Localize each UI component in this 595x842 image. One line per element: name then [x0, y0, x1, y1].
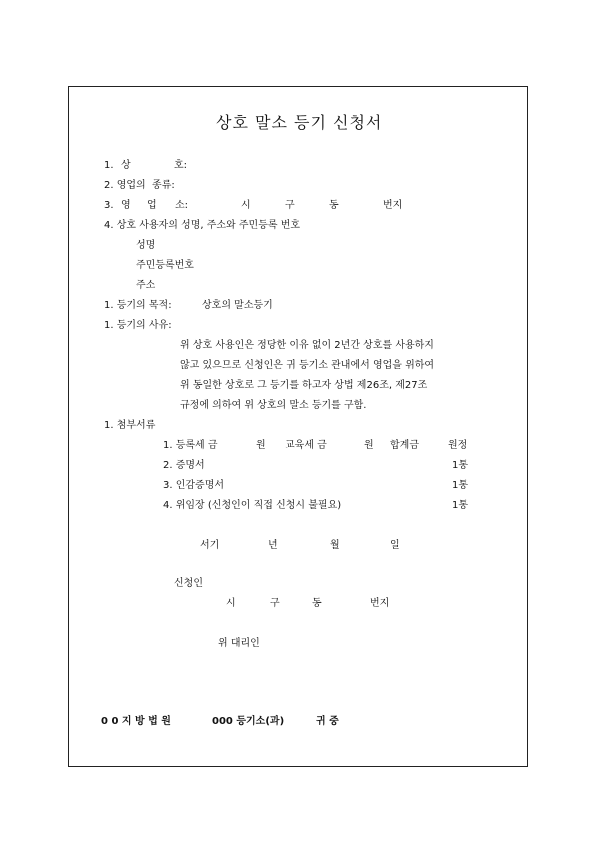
attachments-label: 1. 첨부서류: [104, 420, 156, 431]
field-label-3-a: 영: [121, 200, 131, 211]
applicant-dong: 동: [312, 598, 322, 609]
attachment-count: 1통: [452, 460, 469, 471]
footer-registry: 000 등기소(과): [212, 716, 285, 727]
sub-field-name: 성명: [136, 240, 156, 251]
field-label-3-b: 업: [147, 200, 157, 211]
date-year: 년: [268, 540, 278, 551]
date-era: 서기: [200, 540, 220, 551]
field-address-dong: 동: [329, 200, 339, 211]
reason-line: 규정에 의하여 위 상호의 말소 등기를 구함.: [180, 400, 367, 411]
attachment-count: 1통: [452, 500, 469, 511]
sub-field-address: 주소: [136, 280, 156, 291]
reason-line: 위 동일한 상호로 그 등기를 하고자 상법 제26조, 제27조: [180, 380, 428, 391]
applicant-si: 시: [226, 598, 236, 609]
fee-total: 합계금: [390, 440, 419, 451]
fee-unit-wonjeong: 원정: [448, 440, 468, 451]
field-label-2: 2. 영업의 종류:: [104, 180, 175, 191]
purpose-label: 1. 등기의 목적:: [104, 300, 172, 311]
sub-field-rrn: 주민등록번호: [136, 260, 194, 271]
fee-unit-won: 원: [256, 440, 266, 451]
field-address-bunji: 번지: [383, 200, 403, 211]
attachment-count: 1통: [452, 480, 469, 491]
attachment-item: 2. 증명서: [163, 460, 205, 471]
field-number-1: 1.: [104, 160, 114, 171]
field-number-3: 3.: [104, 200, 114, 211]
field-label-4: 4. 상호 사용자의 성명, 주소와 주민등록 번호: [104, 220, 301, 231]
field-address-si: 시: [241, 200, 251, 211]
fee-education: 교육세 금: [285, 440, 327, 451]
reason-line: 위 상호 사용인은 정당한 이유 없이 2년간 상호를 사용하지: [180, 340, 434, 351]
fee-registration: 1. 등록세 금: [163, 440, 218, 451]
field-label-1-a: 상: [121, 160, 131, 171]
page-title: 상호 말소 등기 신청서: [216, 113, 383, 132]
field-label-1-b: 호:: [174, 160, 188, 171]
field-label-3-c: 소:: [175, 200, 189, 211]
reason-label: 1. 등기의 사유:: [104, 320, 172, 331]
field-address-gu: 구: [285, 200, 295, 211]
applicant-bunji: 번지: [370, 598, 390, 609]
purpose-value: 상호의 말소등기: [202, 300, 273, 311]
agent-label: 위 대리인: [218, 638, 260, 649]
date-month: 월: [330, 540, 340, 551]
date-day: 일: [390, 540, 400, 551]
fee-unit-won: 원: [364, 440, 374, 451]
applicant-label: 신청인: [174, 578, 203, 589]
reason-line: 않고 있으므로 신청인은 귀 등기소 관내에서 영업을 위하여: [180, 360, 435, 371]
applicant-gu: 구: [270, 598, 280, 609]
attachment-item: 3. 인감증명서: [163, 480, 225, 491]
footer-court: 0 0 지 방 법 원: [101, 716, 171, 727]
attachment-item: 4. 위임장 (신청인이 직접 신청시 불필요): [163, 500, 342, 511]
footer-honorific: 귀 중: [316, 716, 339, 727]
